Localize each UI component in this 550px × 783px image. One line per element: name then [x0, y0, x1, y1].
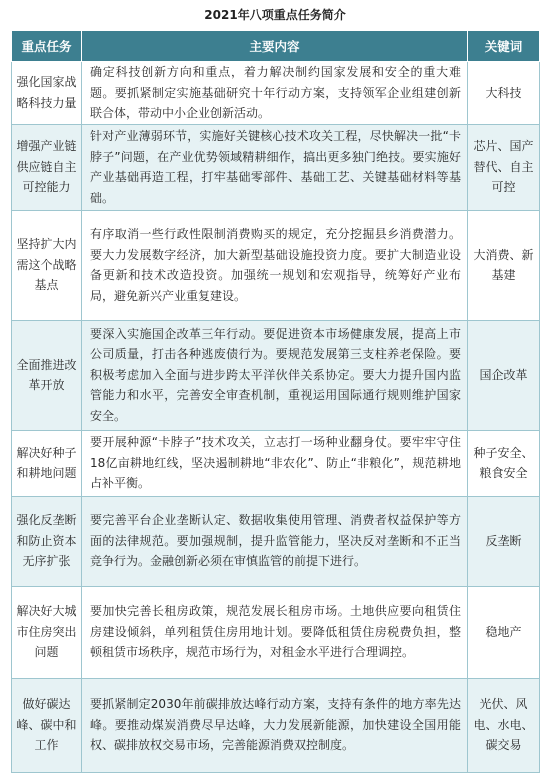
content-cell: 要开展种源“卡脖子”技术攻关，立志打一场种业翻身仗。要牢牢守住18亿亩耕地红线，坚决遏制耕地“非农化”、防止“非粮化”，规范耕地占补平衡。	[82, 430, 468, 496]
task-cell: 解决好大城市住房突出问题	[12, 586, 82, 678]
task-cell: 增强产业链供应链自主可控能力	[12, 124, 82, 210]
table-row	[12, 678, 540, 772]
table-row	[12, 430, 540, 496]
keywords-cell: 大科技	[468, 62, 540, 125]
task-cell: 全面推进改革开放	[12, 320, 82, 430]
content-cell: 针对产业薄弱环节，实施好关键核心技术攻关工程，尽快解决一批“卡脖子”问题，在产业优势领域精耕细作，搞出更多独门绝技。要实施好产业基础再造工程，打牢基础零部件、基础工艺、关键基础材料等基础。	[82, 124, 468, 210]
keywords-cell: 国企改革	[468, 320, 540, 430]
header-content: 主要内容	[82, 31, 468, 62]
keywords-cell: 光伏、风电、水电、碳交易	[468, 678, 540, 772]
table-row	[12, 586, 540, 678]
table-title: 2021年八项重点任务简介	[204, 8, 346, 22]
content-cell: 要抓紧制定2030年前碳排放达峰行动方案，支持有条件的地方率先达峰。要推动煤炭消费尽早达峰，大力发展新能源，加快建设全国用能权、碳排放权交易市场，完善能源消费双控制度。	[82, 678, 468, 772]
task-cell: 坚持扩大内需这个战略基点	[12, 210, 82, 320]
header-task: 重点任务	[12, 31, 82, 62]
table-row	[12, 496, 540, 586]
table-row	[12, 210, 540, 320]
content-cell: 有序取消一些行政性限制消费购买的规定，充分挖掘县乡消费潜力。要大力发展数字经济，加大新型基础设施投资力度。要扩大制造业设备更新和技术改造投资。加强统一规划和宏观指导，统筹好产业布局，避免新兴产业重复建设。	[82, 210, 468, 320]
tasks-table	[11, 30, 540, 773]
content-cell: 确定科技创新方向和重点，着力解决制约国家发展和安全的重大难题。要抓紧制定实施基础研究十年行动方案，支持领军企业组建创新联合体，带动中小企业创新活动。	[82, 62, 468, 125]
task-cell: 强化国家战略科技力量	[12, 62, 82, 125]
task-cell: 解决好种子和耕地问题	[12, 430, 82, 496]
keywords-cell: 反垄断	[468, 496, 540, 586]
task-cell: 做好碳达峰、碳中和工作	[12, 678, 82, 772]
task-cell: 强化反垄断和防止资本无序扩张	[12, 496, 82, 586]
table-row	[12, 62, 540, 125]
table-row	[12, 320, 540, 430]
content-cell: 要完善平台企业垄断认定、数据收集使用管理、消费者权益保护等方面的法律规范。要加强规制，提升监管能力，坚决反对垄断和不正当竞争行为。金融创新必须在审慎监管的前提下进行。	[82, 496, 468, 586]
keywords-cell: 大消费、新基建	[468, 210, 540, 320]
table-header-row	[12, 31, 540, 62]
keywords-cell: 芯片、国产替代、自主可控	[468, 124, 540, 210]
keywords-cell: 稳地产	[468, 586, 540, 678]
content-cell: 要深入实施国企改革三年行动。要促进资本市场健康发展，提高上市公司质量，打击各种逃废债行为。要规范发展第三支柱养老保险。要积极考虑加入全面与进步跨太平洋伙伴关系协定。要大力提升国内监管能力和水平，完善安全审查机制，重视运用国际通行规则维护国家安全。	[82, 320, 468, 430]
header-keywords: 关键词	[468, 31, 540, 62]
table-row	[12, 124, 540, 210]
content-cell: 要加快完善长租房政策，规范发展长租房市场。土地供应要向租赁住房建设倾斜，单列租赁住房用地计划。要降低租赁住房税费负担，整顿租赁市场秩序，规范市场行为，对租金水平进行合理调控。	[82, 586, 468, 678]
keywords-cell: 种子安全、粮食安全	[468, 430, 540, 496]
